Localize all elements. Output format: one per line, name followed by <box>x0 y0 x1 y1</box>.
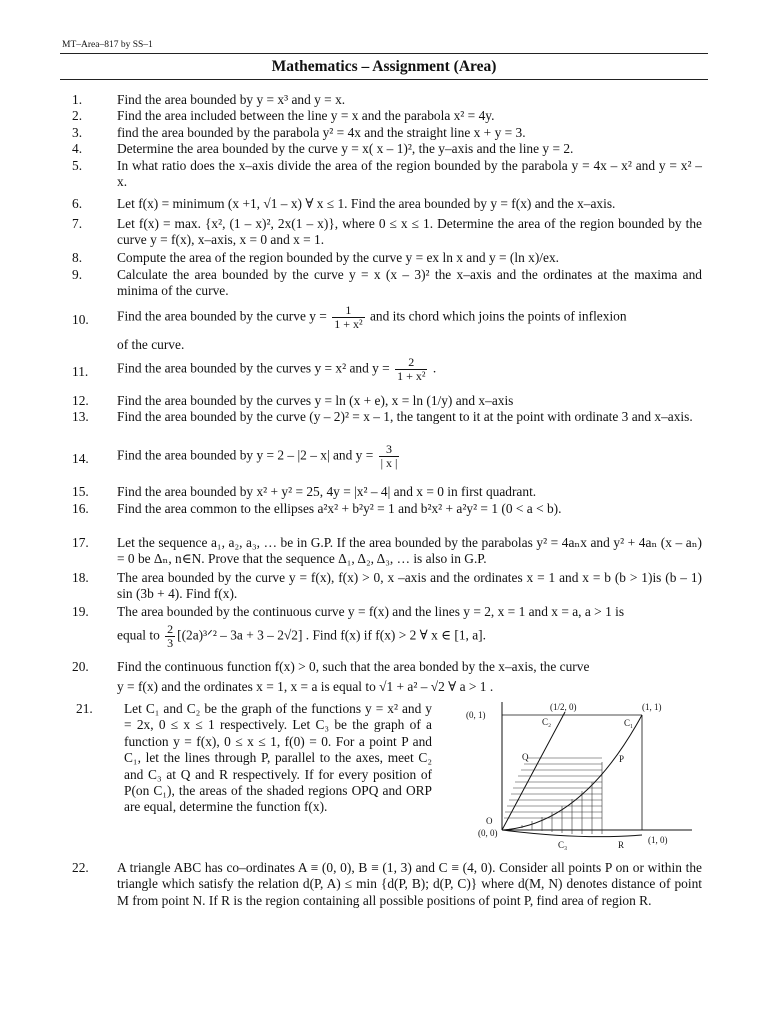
question-14: 14. Find the area bounded by y = 2 – |2 – x| and y = $\frac{3}{| x |}$ <box>72 442 398 470</box>
fraction: $\frac{3}{| x |}$ <box>380 442 398 470</box>
question-2: 2. Find the area included between the line y = x and the parabola x² = 4y. <box>72 108 495 123</box>
title-divider <box>60 79 708 80</box>
question-17: 17. Let the sequence a₁, a₂, a₃, … be in G.P. If the area bounded by the parabolas y² = 4aₙx and y² + 4aₙ (x – aₙ) = 0 be Δₙ, n∈N. Prove that the sequence Δ₁, Δ₂, Δ₃, … is also in G.P. <box>72 535 702 567</box>
question-10: 10. Find the area bounded by the curve y = $\frac{1}{\text{1 + x²}}$ and its chord which joins the points of inflexion of the curve. <box>72 303 627 352</box>
label-c2: C₂ <box>542 717 552 727</box>
label-c3: C₃ <box>558 840 568 850</box>
label-0-1: (0, 1) <box>466 710 486 720</box>
question-18: 18. The area bounded by the curve y = f(x), f(x) > 0, x –axis and the ordinates x = 1 and x = b (b > 1)is (b – 1) sin (3b + 4). Find f(x). <box>72 570 702 602</box>
question-9: 9. Calculate the area bounded by the curve y = x (x – 3)² the x–axis and the ordinates at the maxima and minima of the curve. <box>72 267 702 299</box>
fraction: $\frac{1}{\text{1 + x²}}$ <box>334 303 363 331</box>
question-16: 16. Find the area common to the ellipses a²x² + b²y² = 1 and b²x² + a²y² = 1 (0 < a < b). <box>72 501 562 516</box>
question-6: 6. Let f(x) = minimum (x +1, √1 – x) ∀ x ≤ 1. Find the area bounded by y = f(x) and the x–axis. <box>72 196 616 211</box>
question-20: 20. Find the continuous function f(x) > 0, such that the area bonded by the x–axis, the curve y = f(x) and the ordinates x = 1, x = a is equal to √1 + a² – √2 ∀ a > 1 . <box>72 659 590 695</box>
fraction: $\frac{2}{3}$ <box>167 622 174 651</box>
shaded-region-opq <box>504 758 602 818</box>
label-1-1: (1, 1) <box>642 702 662 712</box>
label-r: R <box>618 840 625 850</box>
label-1-0: (1, 0) <box>648 835 668 845</box>
question-7: 7. Let f(x) = max. {x², (1 – x)², 2x(1 – x)}, where 0 ≤ x ≤ 1. Determine the area of the region bounded by the curve y = f(x), x–axis, x = 0 and x = 1. <box>72 216 702 248</box>
label-q: Q <box>522 752 529 762</box>
page-title: Mathematics – Assignment (Area) <box>271 58 497 75</box>
question-1: 1. Find the area bounded by y = x³ and y = x. <box>72 92 346 107</box>
label-half-0: (1/2, 0) <box>550 702 577 712</box>
question-21: 21. Let C₁ and C₂ be the graph of the functions y = x² and y = 2x, 0 ≤ x ≤ 1 respectively. Let C₃ be the graph of a function y = f(x), 0 ≤ x ≤ 1, f(0) = 0. For a point P and C₁, let the lines through P, parallel to the axes, meet C₂ and C₃ at Q and R respectively. If for every position of P(on C₁), the areas of the shaded regions OPQ and ORP are equal, determine the function f(x). <box>76 701 432 815</box>
question-8: 8. Compute the area of the region bounded by the curve y = ex ln x and y = (ln x)/ex. <box>72 250 559 265</box>
fraction: $\frac{2}{\text{1 + x²}}$ <box>397 355 426 383</box>
label-p: P <box>619 754 625 764</box>
question-22: 22. A triangle ABC has co–ordinates A ≡ (0, 0), B ≡ (1, 3) and C ≡ (4, 0). Consider all points P on or within the triangle which satisfy the relation d(P, A) ≤ min {d(P, B); d(P, C)} where d(M, N) denotes distance of point M from point N. If R is the region containing all possible positions of point P, find area of region R. <box>72 860 702 908</box>
label-0-0: (0, 0) <box>478 828 498 838</box>
label-c1: C₁ <box>624 718 634 728</box>
question-3: 3. find the area bounded by the parabola y² = 4x and the straight line x + y = 3. <box>72 125 526 140</box>
question-4: 4. Determine the area bounded by the curve y = x( x – 1)², the y–axis and the line y = 2. <box>72 141 574 156</box>
label-o: O <box>486 816 493 826</box>
header-divider <box>60 53 708 54</box>
area-figure <box>462 700 702 850</box>
question-5: 5. In what ratio does the x–axis divide the area of the region bounded by the parabola y = 4x – x² and y = x² – x. <box>72 158 702 190</box>
document-code: MT–Area–817 by SS–1 <box>62 40 153 50</box>
question-15: 15. Find the area bounded by x² + y² = 25, 4y = |x² – 4| and x = 0 in first quadrant. <box>72 484 537 499</box>
question-11: 11. Find the area bounded by the curves y = x² and y = $\frac{2}{\text{1 + x²}}$ . <box>72 355 437 383</box>
question-13: 13. Find the area bounded by the curve (y – 2)² = x – 1, the tangent to it at the point with ordinate 3 and x–axis. <box>72 409 693 424</box>
question-19: 19. The area bounded by the continuous curve y = f(x) and the lines y = 2, x = 1 and x = a, a > 1 is equal to $\frac{2}{3}$ [(2a)³ᐟ² – 3a + 3 – 2√2] . Find f(x) if f(x) > 2 ∀ x ∈ [1, a]. <box>72 604 625 651</box>
question-12: 12. Find the area bounded by the curves y = ln (x + e), x = ln (1/y) and x–axis <box>72 393 514 408</box>
